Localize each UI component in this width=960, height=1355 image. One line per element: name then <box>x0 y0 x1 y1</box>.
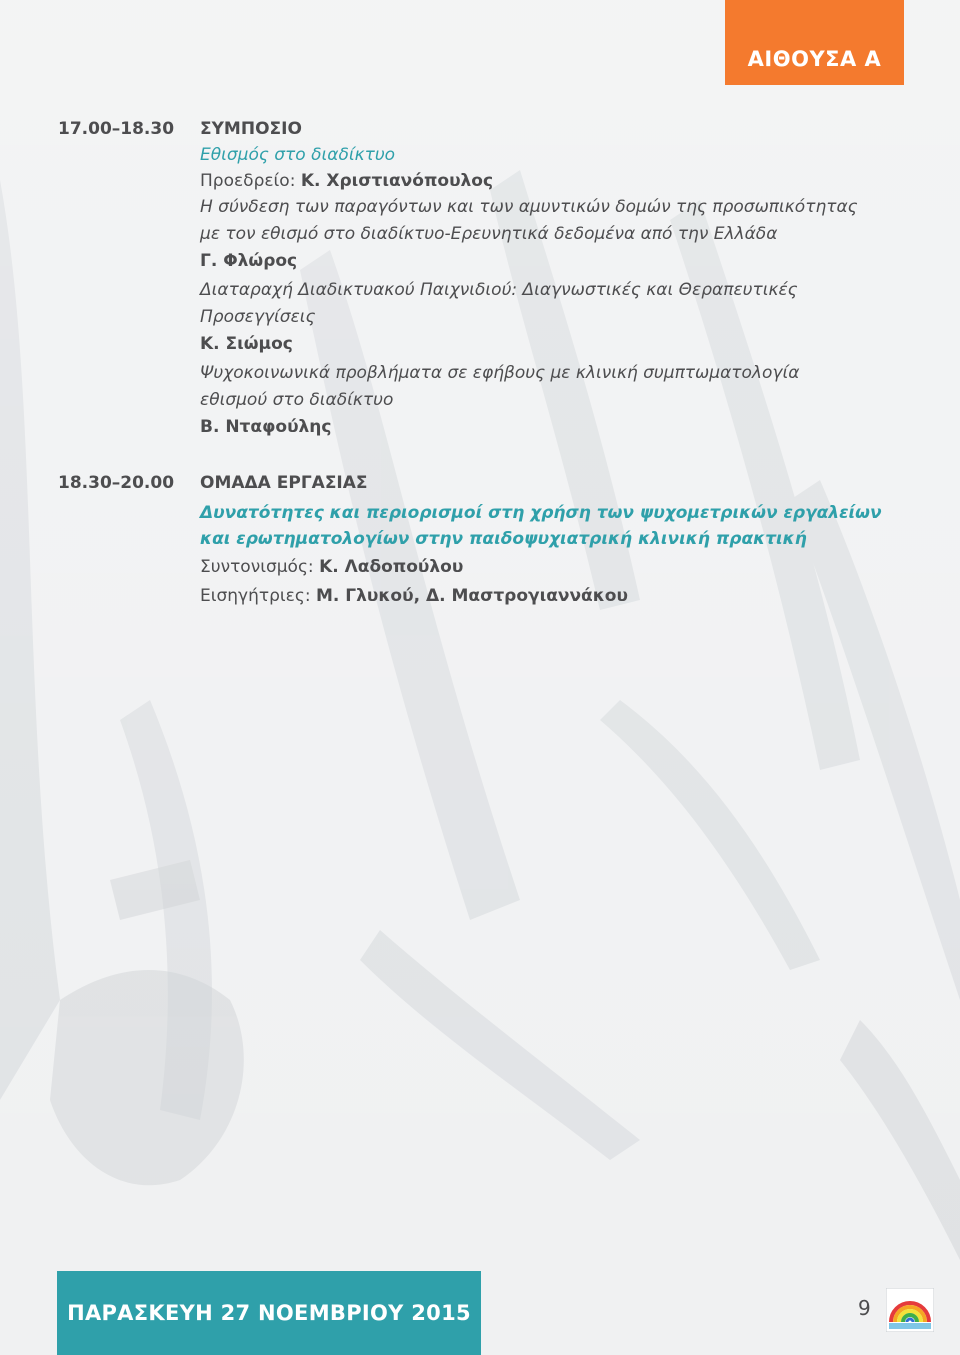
chair-name: Κ. Χριστιανόπουλος <box>300 171 494 191</box>
talk-title-line: Ψυχοκοινωνικά προβλήματα σε εφήβους με κλινική συμπτωματολογία <box>200 363 800 383</box>
talk-title-line: με τον εθισμό στο διαδίκτυο-Ερευνητικά δεδομένα από την Ελλάδα <box>200 224 778 244</box>
presenters-label: Εισηγήτριες: <box>200 586 311 606</box>
coordinator-line <box>200 552 920 582</box>
session-title-line: και ερωτηματολογίων στην παιδοψυχιατρική κλινική πρακτική <box>200 529 807 549</box>
talk-title-line: Η σύνδεση των παραγόντων και των αμυντικών δομών της προσωπικότητας <box>200 197 858 217</box>
presenters-line <box>200 582 920 610</box>
talk-title-line: Διαταραχή Διαδικτυακού Παιχνιδιού: Διαγνωστικές και Θεραπευτικές <box>200 280 798 300</box>
session-time: 17.00–18.30 <box>58 119 175 139</box>
hall-label: ΑΙΘΟΥΣΑ Α <box>725 0 904 85</box>
talk-title-line: Προσεγγίσεις <box>200 307 316 327</box>
presenters-names: Μ. Γλυκού, Δ. Μαστρογιαννάκου <box>315 586 628 606</box>
page-number: 9 <box>858 1296 871 1320</box>
session-title: Εθισμός στο διαδίκτυο <box>200 145 396 165</box>
talk-speaker: Κ. Σιώμος <box>200 334 293 354</box>
talk-speaker: Γ. Φλώρος <box>200 251 298 271</box>
session-title-line: Δυνατότητες και περιορισμοί στη χρήση των ψυχομετρικών εργαλείων <box>200 503 882 523</box>
session-time: 18.30–20.00 <box>58 473 175 493</box>
rainbow-logo-icon <box>886 1288 934 1332</box>
chair-line <box>200 168 920 194</box>
session-body <box>200 116 920 441</box>
coordinator-label: Συντονισμός: <box>200 557 314 577</box>
session-type: ΣΥΜΠΟΣΙΟ <box>200 119 302 139</box>
footer-date: ΠΑΡΑΣΚΕΥΗ 27 ΝΟΕΜΒΡΙΟΥ 2015 <box>57 1271 481 1355</box>
session-body <box>200 470 920 610</box>
coordinator-name: Κ. Λαδοπούλου <box>319 557 464 577</box>
talk-speaker: Β. Νταφούλης <box>200 417 332 437</box>
chair-label: Προεδρείο: <box>200 171 296 191</box>
talk-title-line: εθισμού στο διαδίκτυο <box>200 390 394 410</box>
session-type: ΟΜΑΔΑ ΕΡΓΑΣΙΑΣ <box>200 473 368 493</box>
